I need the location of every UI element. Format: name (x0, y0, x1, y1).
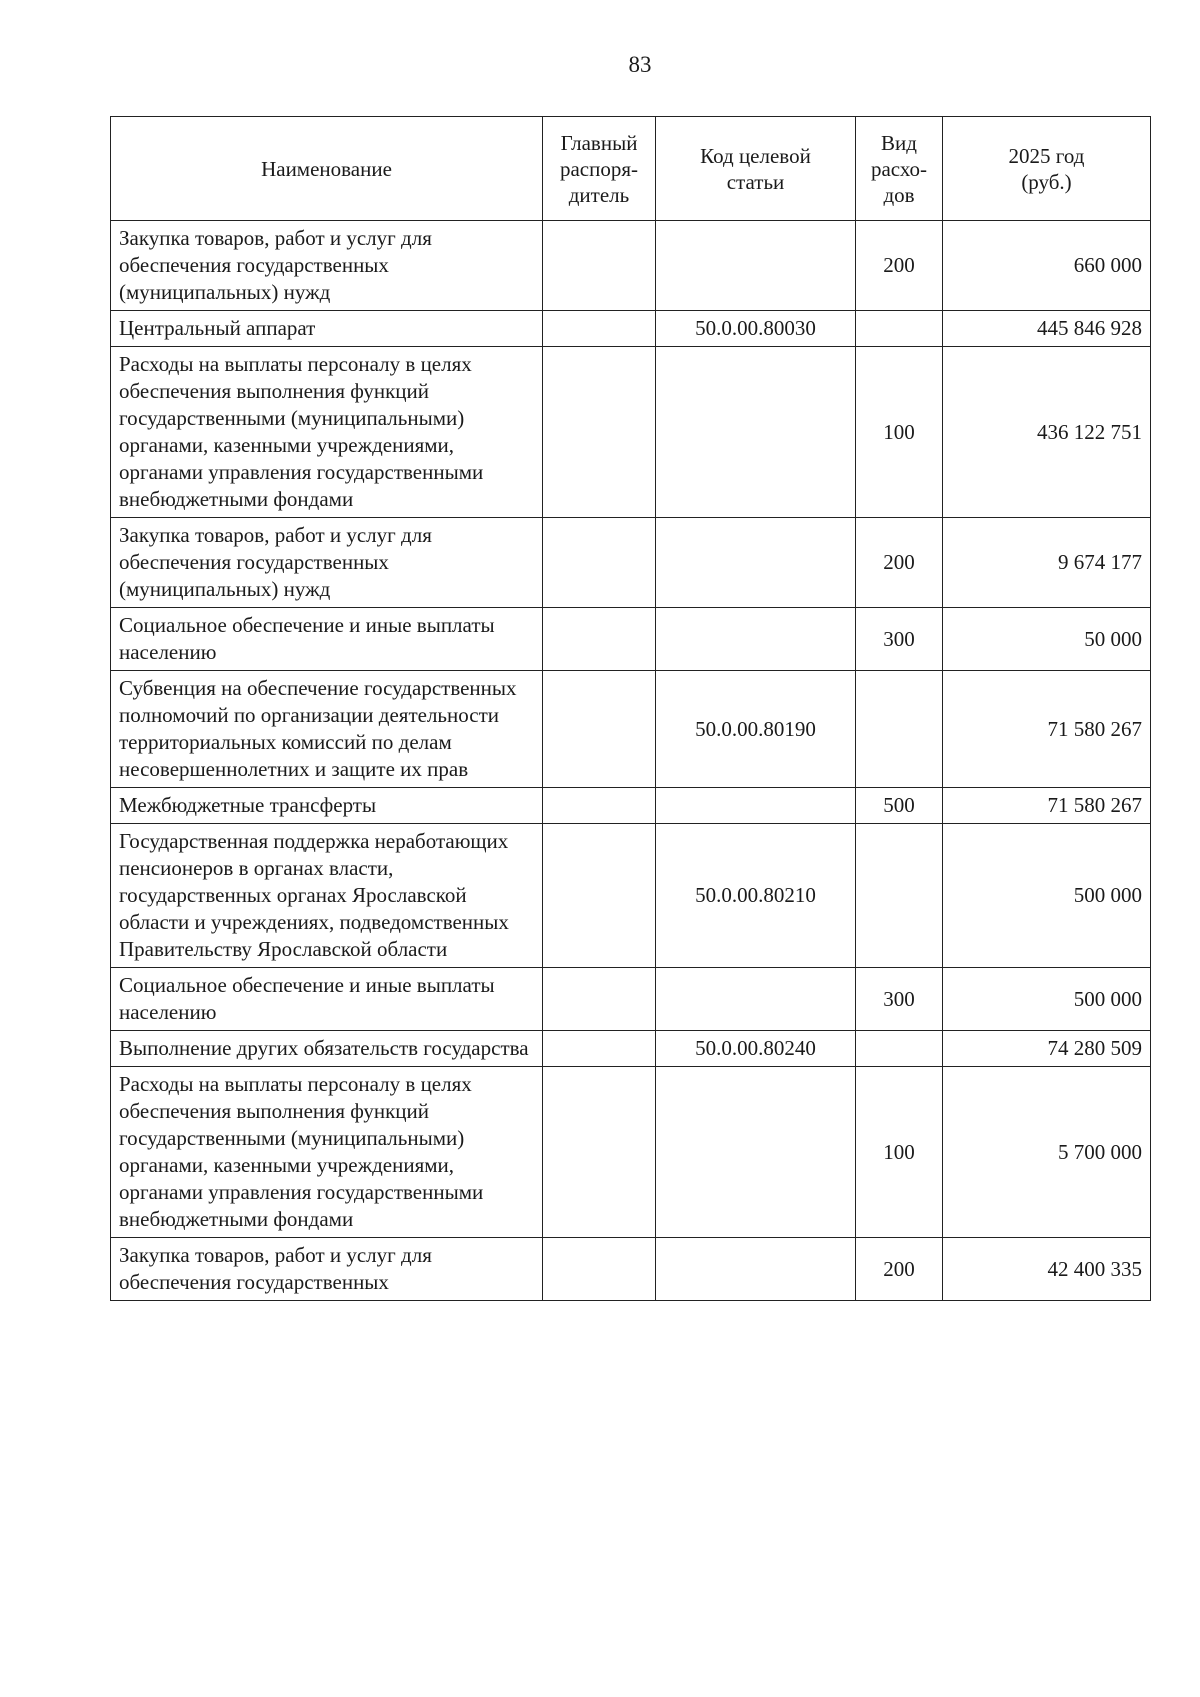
row-grbs (543, 1238, 656, 1301)
row-name: Закупка товаров, работ и услуг для обеспечения государственных (муниципальных) нужд (111, 518, 543, 608)
row-vid: 200 (856, 1238, 943, 1301)
row-grbs (543, 608, 656, 671)
row-code (656, 1067, 856, 1238)
row-vid: 200 (856, 221, 943, 311)
row-code (656, 788, 856, 824)
row-vid: 500 (856, 788, 943, 824)
row-code (656, 221, 856, 311)
row-name: Выполнение других обязательств государства (111, 1031, 543, 1067)
row-grbs (543, 824, 656, 968)
table-row (111, 608, 1151, 671)
row-code (656, 608, 856, 671)
column-header-amount: 2025 год (руб.) (943, 117, 1151, 221)
row-amount: 42 400 335 (943, 1238, 1151, 1301)
row-name: Социальное обеспечение и иные выплаты населению (111, 608, 543, 671)
table-row (111, 824, 1151, 968)
row-amount: 500 000 (943, 968, 1151, 1031)
row-vid: 300 (856, 968, 943, 1031)
row-name: Расходы на выплаты персоналу в целях обеспечения выполнения функций государственными (муниципальными) органами, казенными учреждениями, органами управления государственными внебюджетными фондами (111, 1067, 543, 1238)
table-header-row (111, 117, 1151, 221)
table-row (111, 518, 1151, 608)
row-amount: 9 674 177 (943, 518, 1151, 608)
table-row (111, 347, 1151, 518)
column-header-vid: Вид расхо- дов (856, 117, 943, 221)
row-amount: 74 280 509 (943, 1031, 1151, 1067)
row-amount: 50 000 (943, 608, 1151, 671)
row-amount: 71 580 267 (943, 671, 1151, 788)
row-code: 50.0.00.80190 (656, 671, 856, 788)
row-code: 50.0.00.80030 (656, 311, 856, 347)
row-name: Закупка товаров, работ и услуг для обеспечения государственных (муниципальных) нужд (111, 221, 543, 311)
row-name: Закупка товаров, работ и услуг для обеспечения государственных (111, 1238, 543, 1301)
table-row (111, 1238, 1151, 1301)
row-code (656, 968, 856, 1031)
row-grbs (543, 671, 656, 788)
row-vid (856, 671, 943, 788)
row-amount: 436 122 751 (943, 347, 1151, 518)
row-amount: 71 580 267 (943, 788, 1151, 824)
table-row (111, 1031, 1151, 1067)
row-grbs (543, 221, 656, 311)
row-vid (856, 824, 943, 968)
column-header-grbs: Главный распоря- дитель (543, 117, 656, 221)
row-name: Социальное обеспечение и иные выплаты населению (111, 968, 543, 1031)
page-number: 83 (628, 52, 652, 77)
column-header-name: Наименование (111, 117, 543, 221)
table-row (111, 788, 1151, 824)
table-row (111, 311, 1151, 347)
row-code: 50.0.00.80210 (656, 824, 856, 968)
table-row (111, 968, 1151, 1031)
row-amount: 660 000 (943, 221, 1151, 311)
row-grbs (543, 1067, 656, 1238)
column-header-code: Код целевой статьи (656, 117, 856, 221)
table-row (111, 671, 1151, 788)
row-grbs (543, 347, 656, 518)
row-name: Субвенция на обеспечение государственных полномочий по организации деятельности территориальных комиссий по делам несовершеннолетних и защите их прав (111, 671, 543, 788)
row-vid: 100 (856, 1067, 943, 1238)
row-amount: 445 846 928 (943, 311, 1151, 347)
row-amount: 500 000 (943, 824, 1151, 968)
row-grbs (543, 311, 656, 347)
row-code (656, 1238, 856, 1301)
row-code: 50.0.00.80240 (656, 1031, 856, 1067)
budget-table (110, 116, 1151, 1301)
row-code (656, 518, 856, 608)
row-vid (856, 1031, 943, 1067)
row-name: Расходы на выплаты персоналу в целях обеспечения выполнения функций государственными (муниципальными) органами, казенными учреждениями, органами управления государственными внебюджетными фондами (111, 347, 543, 518)
row-grbs (543, 788, 656, 824)
row-vid: 300 (856, 608, 943, 671)
row-name: Межбюджетные трансферты (111, 788, 543, 824)
row-vid: 200 (856, 518, 943, 608)
row-name: Центральный аппарат (111, 311, 543, 347)
table-row (111, 1067, 1151, 1238)
row-grbs (543, 1031, 656, 1067)
row-grbs (543, 968, 656, 1031)
row-code (656, 347, 856, 518)
row-vid (856, 311, 943, 347)
row-amount: 5 700 000 (943, 1067, 1151, 1238)
row-name: Государственная поддержка неработающих пенсионеров в органах власти, государственных органах Ярославской области и учреждениях, подведомственных Правительству Ярославской области (111, 824, 543, 968)
row-vid: 100 (856, 347, 943, 518)
table-row (111, 221, 1151, 311)
row-grbs (543, 518, 656, 608)
